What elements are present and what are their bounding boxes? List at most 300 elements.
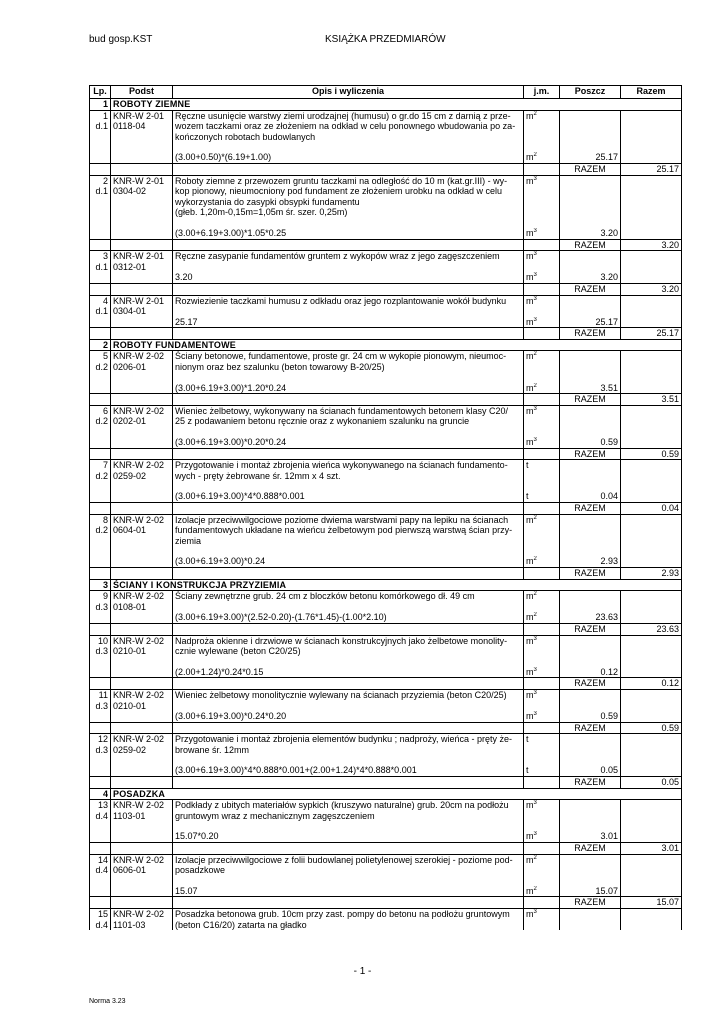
section-number: 2 [90, 339, 111, 351]
item-row [90, 306, 682, 317]
item-poszcz [560, 405, 621, 416]
item-lp: 4 [90, 295, 111, 306]
item-lp: d.1 [90, 262, 111, 273]
calc-formula: (3.00+6.19+3.00)*1.05*0.25 [173, 228, 524, 239]
item-opis: Ściany betonowe, fundamentowe, proste gr. 24 cm w wykopie pionowym, nieumoc- [173, 351, 524, 362]
razem-label: RAZEM [560, 777, 621, 789]
calc-poszcz: 0.04 [560, 491, 621, 502]
calc-unit [524, 317, 560, 328]
item-poszcz [560, 536, 621, 547]
item-lp: d.1 [90, 186, 111, 197]
calc-poszcz: 3.20 [560, 228, 621, 239]
item-jm [524, 909, 560, 920]
unit-exponent: 2 [533, 612, 537, 619]
calc-row [90, 612, 682, 623]
razem-value: 3.20 [621, 239, 682, 251]
razem-row [90, 567, 682, 579]
item-jm [524, 132, 560, 143]
unit-base: m [526, 854, 534, 865]
item-razem [621, 295, 682, 306]
item-lp [90, 132, 111, 143]
calc-formula: 15.07 [173, 886, 524, 897]
razem-label: RAZEM [560, 897, 621, 909]
item-razem [621, 514, 682, 525]
item-jm [524, 536, 560, 547]
item-opis: browane śr. 12mm [173, 745, 524, 756]
item-poszcz [560, 132, 621, 143]
item-poszcz [560, 110, 621, 121]
calc-formula: (2.00+1.24)*0.24*0.15 [173, 667, 524, 678]
unit-base: m [526, 635, 534, 646]
item-opis: Wieniec żelbetowy monolitycznie wylewany na ścianach przyziemia (beton C20/25) [173, 689, 524, 700]
razem-row [90, 239, 682, 251]
calc-formula: (3.00+6.19+3.00)*1.20*0.24 [173, 383, 524, 394]
item-poszcz [560, 197, 621, 208]
unit-exponent: 3 [533, 295, 537, 302]
calc-row [90, 383, 682, 394]
unit-exponent: 3 [533, 227, 537, 234]
calc-formula: (3.00+6.19+3.00)*0.20*0.24 [173, 437, 524, 448]
razem-row [90, 448, 682, 460]
razem-label: RAZEM [560, 239, 621, 251]
item-opis [173, 262, 524, 273]
item-opis [173, 701, 524, 712]
item-row [90, 591, 682, 602]
calc-formula: (3.00+6.19+3.00)*(2.52-0.20)-(1.76*1.45)-(1.00*2.10) [173, 612, 524, 623]
item-podst: KNR-W 2-02 [111, 734, 173, 745]
item-row [90, 865, 682, 876]
item-razem [621, 306, 682, 317]
unit-exponent: 2 [533, 382, 537, 389]
item-razem [621, 701, 682, 712]
item-jm [524, 197, 560, 208]
razem-row [90, 394, 682, 406]
col-header-lp: Lp. [90, 86, 111, 99]
section-number: 3 [90, 579, 111, 591]
item-row [90, 471, 682, 482]
item-jm [524, 800, 560, 811]
item-poszcz [560, 701, 621, 712]
calc-poszcz: 25.17 [560, 317, 621, 328]
item-podst [111, 132, 173, 143]
item-opis: Ściany zewnętrzne grub. 24 cm z bloczków betonu komórkowego dł. 49 cm [173, 591, 524, 602]
calc-row [90, 437, 682, 448]
item-jm [524, 811, 560, 822]
item-podst: KNR-W 2-02 [111, 800, 173, 811]
item-poszcz [560, 800, 621, 811]
razem-label: RAZEM [560, 163, 621, 175]
razem-row [90, 503, 682, 515]
item-row [90, 405, 682, 416]
item-lp: d.3 [90, 646, 111, 657]
razem-value: 0.05 [621, 777, 682, 789]
item-opis: kop pionowy, nieumocniony pod fundament ze złożeniem urobku na odkład w celu [173, 186, 524, 197]
item-opis: Ręczne zasypanie fundamentów gruntem z wykopów wraz z jego zagęszczeniem [173, 251, 524, 262]
razem-row [90, 623, 682, 635]
calc-row [90, 152, 682, 163]
unit-base: m [526, 110, 534, 121]
item-opis: Wieniec żelbetowy, wykonywany na ścianach fundamentowych betonem klasy C20/ [173, 405, 524, 416]
razem-value: 23.63 [621, 623, 682, 635]
item-lp: 2 [90, 175, 111, 186]
item-podst: KNR-W 2-01 [111, 175, 173, 186]
item-row [90, 602, 682, 613]
item-podst: 0210-01 [111, 701, 173, 712]
item-razem [621, 132, 682, 143]
item-row [90, 351, 682, 362]
unit-base: m [526, 351, 534, 362]
item-razem [621, 909, 682, 920]
item-jm [524, 920, 560, 931]
item-razem [621, 460, 682, 471]
razem-value: 0.12 [621, 678, 682, 690]
unit-base: m [526, 272, 534, 283]
razem-value: 3.01 [621, 843, 682, 855]
item-row [90, 525, 682, 536]
item-jm [524, 689, 560, 700]
item-podst [111, 197, 173, 208]
item-lp: d.2 [90, 471, 111, 482]
item-podst: 0108-01 [111, 602, 173, 613]
item-razem [621, 197, 682, 208]
calc-poszcz: 2.93 [560, 556, 621, 567]
razem-row [90, 897, 682, 909]
section-row [90, 579, 682, 591]
calc-unit [524, 765, 560, 776]
razem-value: 3.51 [621, 394, 682, 406]
item-lp: 12 [90, 734, 111, 745]
item-jm [524, 262, 560, 273]
item-podst: KNR-W 2-02 [111, 405, 173, 416]
item-row [90, 416, 682, 427]
unit-base: m [526, 689, 534, 700]
razem-row [90, 678, 682, 690]
item-jm [524, 460, 560, 471]
unit-base: m [526, 316, 534, 327]
item-razem [621, 734, 682, 745]
item-podst: KNR-W 2-02 [111, 689, 173, 700]
item-opis: Nadproża okienne i drzwiowe w ścianach konstrukcyjnych jako żelbetowe monolity- [173, 635, 524, 646]
item-razem [621, 745, 682, 756]
item-jm [524, 306, 560, 317]
item-poszcz [560, 811, 621, 822]
footer-software: Norma 3.23 [89, 998, 126, 1005]
unit-exponent: 3 [533, 711, 537, 718]
item-lp: d.3 [90, 701, 111, 712]
calc-poszcz: 25.17 [560, 152, 621, 163]
item-row [90, 460, 682, 471]
razem-label: RAZEM [560, 843, 621, 855]
razem-label: RAZEM [560, 623, 621, 635]
item-gap-row [90, 142, 682, 152]
unit-base: m [526, 437, 534, 448]
calc-unit [524, 831, 560, 842]
item-poszcz [560, 362, 621, 373]
item-lp: 15 [90, 909, 111, 920]
item-podst: KNR-W 2-02 [111, 514, 173, 525]
item-podst: KNR-W 2-02 [111, 591, 173, 602]
unit-exponent: 3 [533, 175, 537, 182]
calc-row [90, 317, 682, 328]
item-jm [524, 362, 560, 373]
col-header-opis: Opis i wyliczenia [173, 86, 524, 99]
unit-exponent: 3 [533, 909, 537, 915]
item-jm [524, 591, 560, 602]
calc-row [90, 886, 682, 897]
calc-row [90, 228, 682, 239]
item-podst: KNR-W 2-02 [111, 635, 173, 646]
item-opis [173, 306, 524, 317]
item-podst [111, 536, 173, 547]
item-lp: 13 [90, 800, 111, 811]
item-lp: 1 [90, 110, 111, 121]
razem-value: 0.59 [621, 722, 682, 734]
item-opis: 25 z podawaniem betonu ręcznie oraz z wykonaniem szalunku na gruncie [173, 416, 524, 427]
item-lp: 11 [90, 689, 111, 700]
item-razem [621, 811, 682, 822]
razem-value: 2.93 [621, 567, 682, 579]
item-poszcz [560, 734, 621, 745]
calc-unit [524, 152, 560, 163]
item-row [90, 800, 682, 811]
item-podst: 0312-01 [111, 262, 173, 273]
item-poszcz [560, 635, 621, 646]
item-razem [621, 207, 682, 218]
col-header-poszcz: Poszcz [560, 86, 621, 99]
item-jm [524, 745, 560, 756]
unit-exponent: 3 [533, 316, 537, 323]
col-header-jm: j.m. [524, 86, 560, 99]
razem-label: RAZEM [560, 503, 621, 515]
item-podst: 0304-01 [111, 306, 173, 317]
calc-poszcz: 0.12 [560, 667, 621, 678]
header-title: KSIĄŻKA PRZEDMIARÓW [325, 34, 446, 45]
calc-formula: (3.00+0.50)*(6.19+1.00) [173, 152, 524, 163]
item-opis: fundamentowych układane na wieńcu żelbetowym pod pierwszą warstwą ścian przy- [173, 525, 524, 536]
unit-base: m [526, 885, 534, 896]
item-poszcz [560, 646, 621, 657]
item-row [90, 251, 682, 262]
unit-base: m [526, 295, 534, 306]
item-gap-row [90, 657, 682, 667]
item-opis: wozem taczkami oraz ze złożeniem na odkład w celu ponownego wbudowania po za- [173, 121, 524, 132]
item-razem [621, 110, 682, 121]
razem-value: 3.20 [621, 283, 682, 295]
razem-row [90, 722, 682, 734]
item-poszcz [560, 745, 621, 756]
calc-unit [524, 886, 560, 897]
section-number: 1 [90, 99, 111, 111]
item-razem [621, 186, 682, 197]
item-jm [524, 635, 560, 646]
calc-poszcz: 15.07 [560, 886, 621, 897]
calc-poszcz: 23.63 [560, 612, 621, 623]
item-row [90, 121, 682, 132]
unit-exponent: 3 [533, 251, 537, 258]
unit-exponent: 3 [533, 272, 537, 279]
item-row [90, 362, 682, 373]
unit-base: m [526, 227, 534, 238]
unit-base: t [526, 460, 529, 471]
razem-value: 0.04 [621, 503, 682, 515]
item-poszcz [560, 262, 621, 273]
unit-exponent: 3 [533, 405, 537, 412]
item-row [90, 920, 682, 931]
item-razem [621, 602, 682, 613]
item-gap-row [90, 546, 682, 556]
item-podst: 0604-01 [111, 525, 173, 536]
unit-exponent: 3 [533, 800, 537, 807]
unit-base: m [526, 831, 534, 842]
item-poszcz [560, 920, 621, 931]
item-row [90, 186, 682, 197]
item-poszcz [560, 121, 621, 132]
unit-base: m [526, 514, 534, 525]
item-podst: KNR-W 2-01 [111, 251, 173, 262]
item-opis: gruntowym wraz z mechanicznym zagęszczeniem [173, 811, 524, 822]
item-row [90, 110, 682, 121]
unit-base: t [526, 734, 529, 745]
unit-exponent: 2 [533, 351, 537, 358]
item-gap-row [90, 427, 682, 437]
calc-unit [524, 383, 560, 394]
item-poszcz [560, 175, 621, 186]
item-row [90, 175, 682, 186]
item-lp: d.2 [90, 416, 111, 427]
item-razem [621, 121, 682, 132]
item-razem [621, 800, 682, 811]
calc-row [90, 491, 682, 502]
item-razem [621, 175, 682, 186]
calc-formula: (3.00+6.19+3.00)*4*0.888*0.001 [173, 491, 524, 502]
calc-formula: 3.20 [173, 272, 524, 283]
razem-label: RAZEM [560, 394, 621, 406]
unit-base: m [526, 556, 534, 567]
item-podst: 1103-01 [111, 811, 173, 822]
item-razem [621, 251, 682, 262]
item-lp [90, 536, 111, 547]
calc-poszcz: 3.01 [560, 831, 621, 842]
item-jm [524, 295, 560, 306]
item-jm [524, 525, 560, 536]
item-lp: 7 [90, 460, 111, 471]
item-jm [524, 471, 560, 482]
unit-base: t [526, 491, 529, 502]
item-opis: Podkłady z ubitych materiałów sypkich (kruszywo naturalne) grub. 20cm na podłożu [173, 800, 524, 811]
calc-poszcz: 0.05 [560, 765, 621, 776]
item-jm [524, 416, 560, 427]
unit-exponent: 2 [533, 110, 537, 117]
item-jm [524, 186, 560, 197]
section-row [90, 339, 682, 351]
item-lp [90, 207, 111, 218]
item-opis: cznie wylewane (beton C20/25) [173, 646, 524, 657]
razem-value: 25.17 [621, 328, 682, 340]
item-gap-row [90, 218, 682, 228]
item-row [90, 909, 682, 920]
calc-poszcz: 0.59 [560, 711, 621, 722]
item-jm [524, 121, 560, 132]
item-row [90, 701, 682, 712]
item-podst: KNR-W 2-02 [111, 854, 173, 865]
razem-value: 15.07 [621, 897, 682, 909]
item-podst: KNR-W 2-02 [111, 909, 173, 920]
calc-unit [524, 667, 560, 678]
razem-label: RAZEM [560, 328, 621, 340]
item-poszcz [560, 514, 621, 525]
table-header-row [90, 86, 682, 99]
item-razem [621, 471, 682, 482]
item-lp: d.4 [90, 865, 111, 876]
calc-row [90, 556, 682, 567]
item-opis: Przygotowanie i montaż zbrojenia elementów budynku ; nadproży, wieńca - pręty że- [173, 734, 524, 745]
razem-row [90, 843, 682, 855]
item-gap-row [90, 876, 682, 886]
unit-exponent: 2 [533, 514, 537, 521]
item-podst: 0259-02 [111, 745, 173, 756]
section-row [90, 99, 682, 111]
item-razem [621, 351, 682, 362]
unit-base: m [526, 382, 534, 393]
section-title: ŚCIANY I KONSTRUKCJA PRZYZIEMIA [111, 579, 682, 591]
item-opis: (beton C16/20) zatarta na gładko [173, 920, 524, 931]
col-header-podst: Podst [111, 86, 173, 99]
item-jm [524, 251, 560, 262]
item-row [90, 734, 682, 745]
item-row [90, 132, 682, 143]
calc-unit [524, 437, 560, 448]
item-row [90, 689, 682, 700]
item-poszcz [560, 689, 621, 700]
item-podst: 0206-01 [111, 362, 173, 373]
item-jm [524, 646, 560, 657]
item-gap-row [90, 821, 682, 831]
item-podst: KNR-W 2-02 [111, 460, 173, 471]
item-razem [621, 865, 682, 876]
calc-formula: (3.00+6.19+3.00)*0.24 [173, 556, 524, 567]
item-lp: 8 [90, 514, 111, 525]
calc-row [90, 272, 682, 283]
unit-base: m [526, 800, 534, 811]
item-razem [621, 689, 682, 700]
page-number: - 1 - [353, 966, 372, 977]
item-poszcz [560, 591, 621, 602]
calc-formula: 15.07*0.20 [173, 831, 524, 842]
item-opis: Przygotowanie i montaż zbrojenia wieńca wykonywanego na ścianach fundamento- [173, 460, 524, 471]
unit-exponent: 3 [533, 635, 537, 642]
item-poszcz [560, 251, 621, 262]
item-lp [90, 197, 111, 208]
item-lp: d.1 [90, 306, 111, 317]
item-opis: Rozwiezienie taczkami humusu z odkładu oraz jego rozplantowanie wokół budynku [173, 295, 524, 306]
calc-row [90, 765, 682, 776]
item-opis: Izolacje przeciwwilgociowe poziome dwiema warstwami papy na lepiku na ścianach [173, 514, 524, 525]
item-opis: (głeb. 1,20m-0,15m=1,05m śr. szer. 0,25m) [173, 207, 524, 218]
item-lp: 3 [90, 251, 111, 262]
item-lp: d.3 [90, 745, 111, 756]
calc-row [90, 667, 682, 678]
item-poszcz [560, 471, 621, 482]
calc-poszcz: 3.20 [560, 272, 621, 283]
razem-label: RAZEM [560, 678, 621, 690]
calc-formula: 25.17 [173, 317, 524, 328]
item-poszcz [560, 351, 621, 362]
calc-formula: (3.00+6.19+3.00)*4*0.888*0.001+(2.00+1.24)*4*0.888*0.001 [173, 765, 524, 776]
item-lp: 6 [90, 405, 111, 416]
calc-unit [524, 491, 560, 502]
item-podst: 0118-04 [111, 121, 173, 132]
calc-poszcz: 0.59 [560, 437, 621, 448]
